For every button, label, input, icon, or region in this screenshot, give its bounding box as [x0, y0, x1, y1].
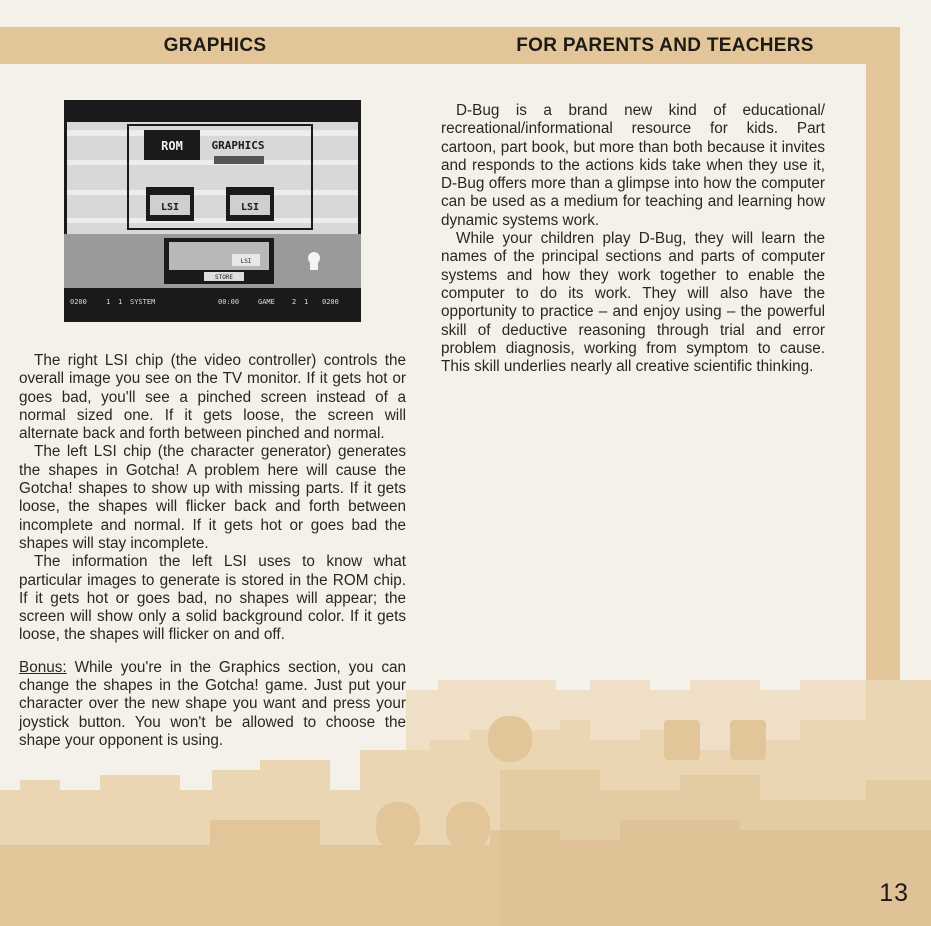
right-margin-strip: [866, 27, 900, 727]
lsi-store-label: LSI: [240, 258, 252, 265]
score-left: 0200: [70, 298, 87, 306]
paragraph-children-learn: While your children play D-Bug, they will learn the names of the principal sections and parts of computer systems and how they work together to enable the computer to do its work. They will also have the opportunity to practice – and enjoy using – the powerful skill of deductive reasoning through trial and error problem diagnosis, working from symptom to cause. This skill underlies nearly all creative scientific thinking.: [441, 230, 825, 376]
game-screenshot: [64, 100, 361, 322]
header-right: [430, 27, 900, 64]
lsi-left-label: LSI: [160, 202, 180, 213]
rom-label: ROM: [161, 139, 183, 153]
left-column-text: [19, 352, 406, 750]
paragraph-left-lsi: The left LSI chip (the character generator) generates the shapes in Gotcha! A problem here will cause the Gotcha! shapes to show up with missing parts. If it gets loose, the shapes will flicker back and forth between incomplete and normal. If it gets hot or goes bad the shapes will stay incomplete.: [19, 443, 406, 552]
paragraph-dbug-intro: D-Bug is a brand new kind of educational/ recreational/informational resource for kids. Part cartoon, part book, but more than both because it invites and responds to the actions kids take when they use it, D-Bug offers more than a glimpse into how the computer can be used as a medium for teaching and learning how dynamic systems work.: [441, 102, 825, 229]
graphics-label: GRAPHICS: [211, 139, 265, 152]
paragraph-bonus: [19, 659, 406, 750]
header-left: [0, 27, 430, 64]
section-title-parents-teachers: FOR PARENTS AND TEACHERS: [516, 34, 814, 56]
paragraph-right-lsi: The right LSI chip (the video controller) controls the overall image you see on the TV monitor. If it gets hot or goes bad, you'll see a pinched screen instead of a normal sized one. If it gets loose, the screen will alternate back and forth between pinched and normal.: [19, 352, 406, 443]
page-number: 13: [879, 879, 909, 907]
status-time: 00:00: [218, 298, 240, 306]
bonus-text: While you're in the Graphics section, you can change the shapes in the Gotcha! game. Just put your character over the new shape you want and press your joystick button. You won't be allowed to choose the shape your opponent is using.: [19, 658, 406, 749]
lsi-right-label: LSI: [240, 202, 260, 213]
score-right: 0200: [322, 298, 339, 306]
status-p2b: 1: [304, 298, 309, 306]
game-label: GAME: [258, 298, 275, 306]
right-column-text: [441, 102, 825, 376]
system-label: SYSTEM: [130, 298, 156, 306]
section-title-graphics: GRAPHICS: [163, 34, 267, 56]
status-p1b: 1: [118, 298, 123, 306]
graphics-screen-image: [64, 100, 361, 322]
paragraph-rom: The information the left LSI uses to know what particular images to generate is stored in the ROM chip. If it gets hot or goes bad, no shapes will appear; the screen will show only a solid background color. If it gets loose, the shapes will flicker on and off.: [19, 553, 406, 644]
status-p2a: 2: [292, 298, 297, 306]
store-label: STORE: [214, 274, 234, 281]
bonus-label: Bonus:: [19, 658, 67, 676]
status-p1a: 1: [106, 298, 111, 306]
